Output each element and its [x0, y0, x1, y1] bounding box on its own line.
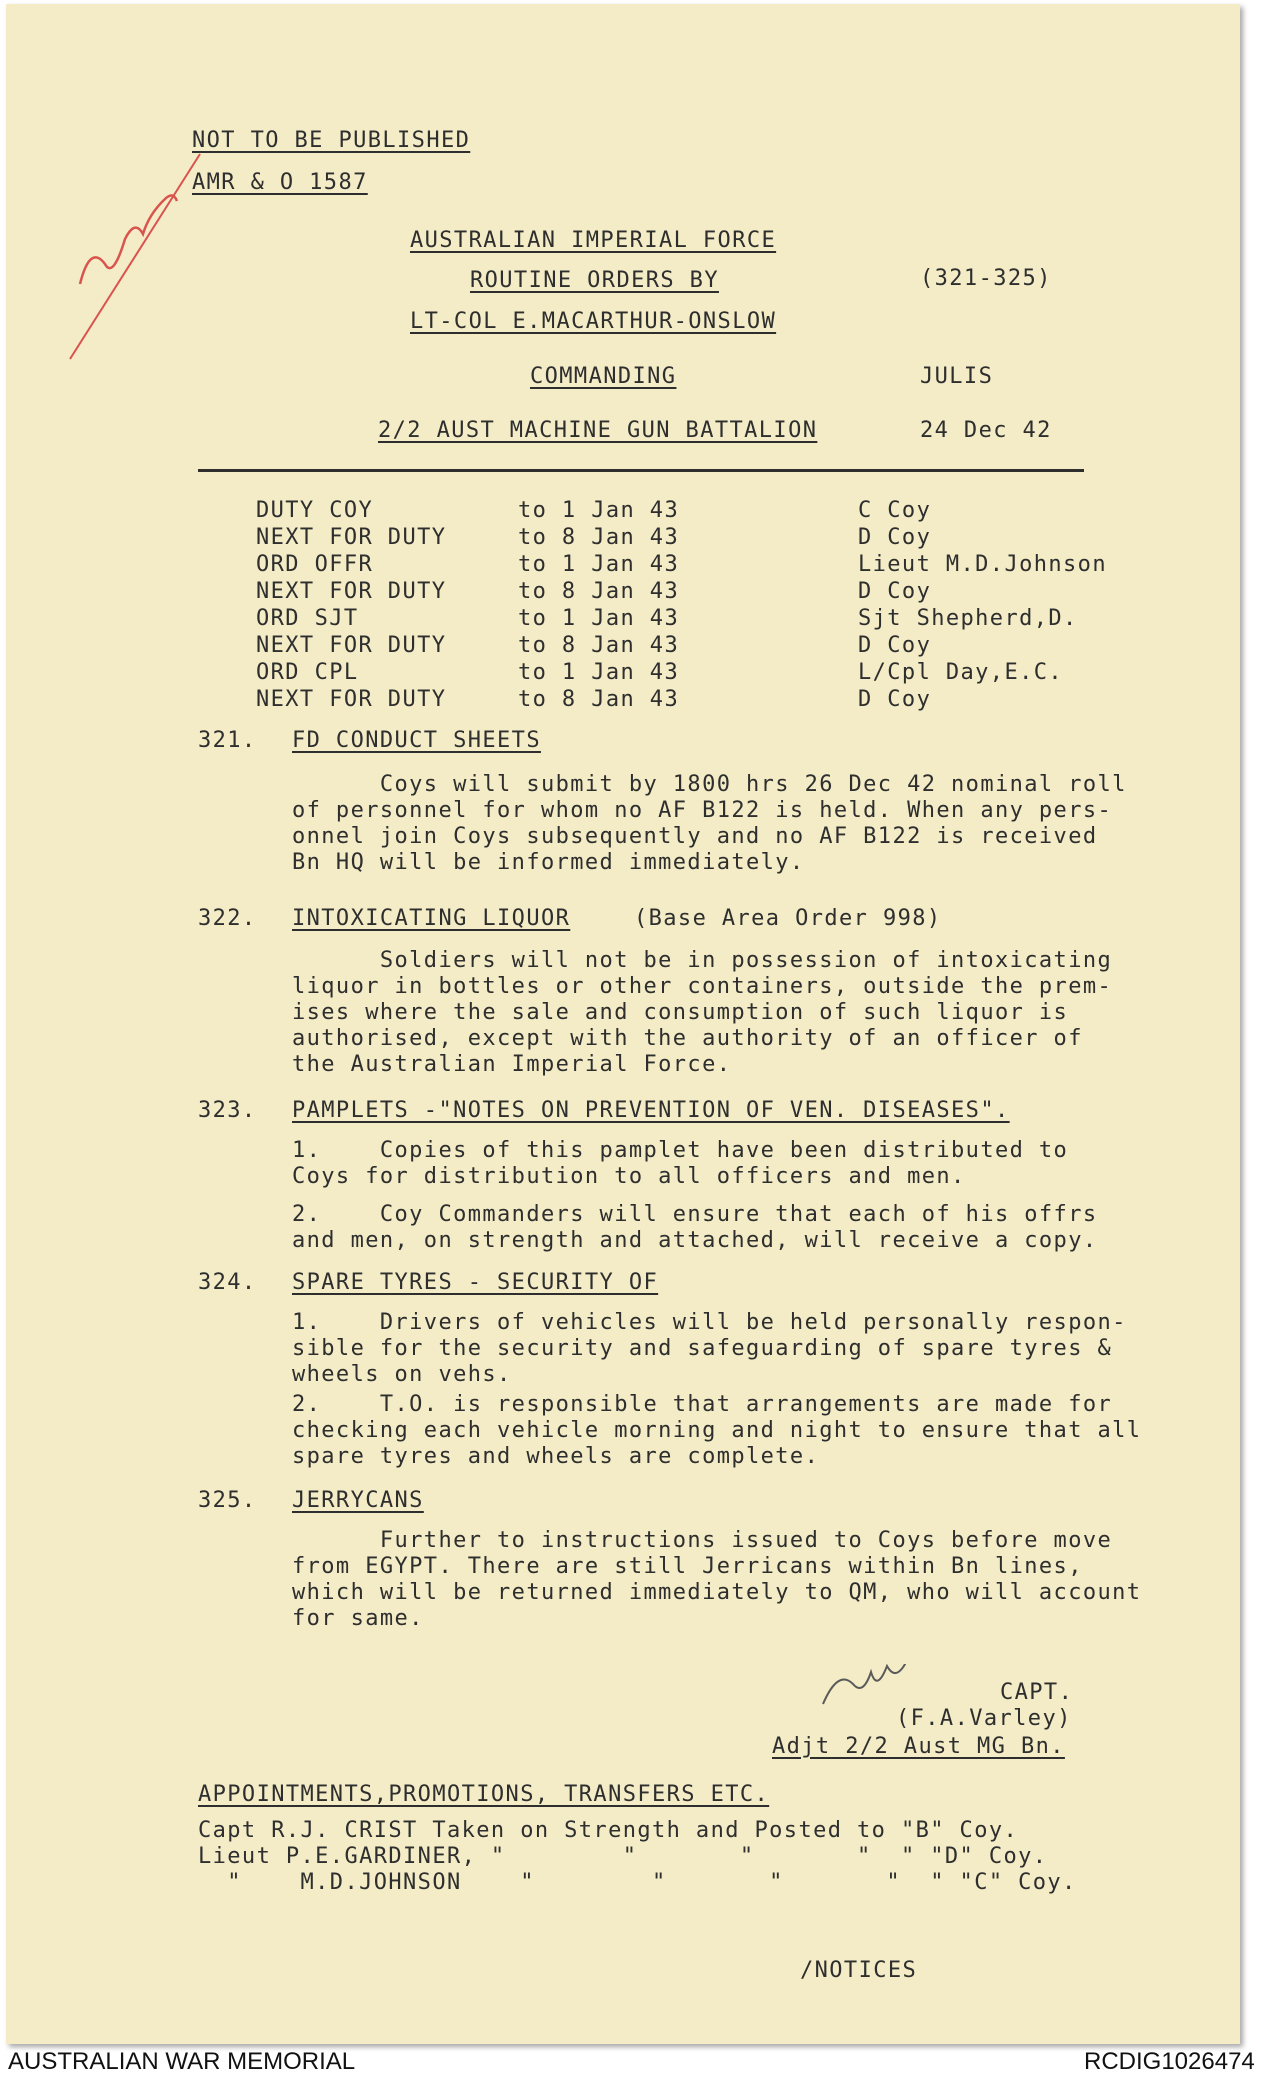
- appointments-heading: APPOINTMENTS,PROMOTIONS, TRANSFERS ETC.: [198, 1782, 770, 1807]
- roster-assigned: D Coy: [858, 633, 932, 658]
- signature-rank: CAPT.: [1000, 1680, 1074, 1705]
- order-number: 322.: [198, 906, 257, 931]
- order-range: (321-325): [920, 266, 1052, 291]
- order-title: FD CONDUCT SHEETS: [292, 728, 541, 753]
- order-line: authorised, except with the authority of an officer of: [292, 1026, 1083, 1051]
- order-line: Bn HQ will be informed immediately.: [292, 850, 805, 875]
- roster-until: to 1 Jan 43: [518, 498, 680, 523]
- title-line-4: COMMANDING: [530, 364, 677, 389]
- order-line: wheels on vehs.: [292, 1362, 512, 1387]
- order-line: Soldiers will not be in possession of intoxicating: [292, 948, 1113, 973]
- roster-until: to 1 Jan 43: [518, 552, 680, 577]
- red-pencil-mark-icon: [60, 134, 210, 364]
- not-to-be-published: NOT TO BE PUBLISHED: [192, 128, 471, 153]
- order-line: Further to instructions issued to Coys before move: [292, 1528, 1113, 1553]
- order-line: sible for the security and safeguarding of spare tyres &: [292, 1336, 1113, 1361]
- roster-until: to 8 Jan 43: [518, 525, 680, 550]
- title-line-5: 2/2 AUST MACHINE GUN BATTALION: [378, 418, 818, 443]
- order-line: checking each vehicle morning and night to ensure that all: [292, 1418, 1142, 1443]
- signature-appointment: Adjt 2/2 Aust MG Bn.: [772, 1734, 1065, 1759]
- order-line: 2. Coy Commanders will ensure that each of his offrs: [292, 1202, 1098, 1227]
- order-date: 24 Dec 42: [920, 418, 1052, 443]
- reference-number: AMR & O 1587: [192, 170, 368, 195]
- location: JULIS: [920, 364, 994, 389]
- title-line-1: AUSTRALIAN IMPERIAL FORCE: [410, 228, 777, 253]
- order-title: INTOXICATING LIQUOR: [292, 906, 571, 931]
- signature-name: (F.A.Varley): [896, 1706, 1072, 1731]
- order-line: from EGYPT. There are still Jerricans within Bn lines,: [292, 1554, 1083, 1579]
- order-line: spare tyres and wheels are complete.: [292, 1444, 820, 1469]
- roster-role: DUTY COY: [256, 498, 374, 523]
- order-line: 2. T.O. is responsible that arrangements are made for: [292, 1392, 1113, 1417]
- roster-role: NEXT FOR DUTY: [256, 579, 447, 604]
- order-number: 325.: [198, 1488, 257, 1513]
- order-line: liquor in bottles or other containers, outside the prem-: [292, 974, 1113, 999]
- order-line: of personnel for whom no AF B122 is held. When any pers-: [292, 798, 1113, 823]
- order-number: 324.: [198, 1270, 257, 1295]
- roster-until: to 8 Jan 43: [518, 687, 680, 712]
- order-number: 323.: [198, 1098, 257, 1123]
- order-line: onnel join Coys subsequently and no AF B122 is received: [292, 824, 1098, 849]
- roster-assigned: D Coy: [858, 687, 932, 712]
- order-line: 1. Copies of this pamplet have been distributed to: [292, 1138, 1069, 1163]
- roster-role: ORD SJT: [256, 606, 359, 631]
- title-line-2: ROUTINE ORDERS BY: [470, 268, 719, 293]
- roster-role: ORD CPL: [256, 660, 359, 685]
- order-line: Coys for distribution to all officers and men.: [292, 1164, 966, 1189]
- roster-until: to 8 Jan 43: [518, 633, 680, 658]
- roster-assigned: L/Cpl Day,E.C.: [858, 660, 1064, 685]
- order-line: the Australian Imperial Force.: [292, 1052, 732, 1077]
- roster-role: NEXT FOR DUTY: [256, 687, 447, 712]
- appointment-line: " M.D.JOHNSON " " " " " "C" Coy.: [198, 1870, 1077, 1895]
- roster-role: NEXT FOR DUTY: [256, 525, 447, 550]
- order-title: SPARE TYRES - SECURITY OF: [292, 1270, 659, 1295]
- roster-assigned: D Coy: [858, 579, 932, 604]
- title-line-3: LT-COL E.MACARTHUR-ONSLOW: [410, 309, 777, 334]
- order-line: Coys will submit by 1800 hrs 26 Dec 42 nominal roll: [292, 772, 1127, 797]
- order-line: 1. Drivers of vehicles will be held personally respon-: [292, 1310, 1127, 1335]
- document-page: [6, 4, 1240, 2044]
- roster-assigned: Lieut M.D.Johnson: [858, 552, 1107, 577]
- roster-until: to 1 Jan 43: [518, 660, 680, 685]
- continuation-notice: /NOTICES: [800, 1958, 918, 1983]
- order-title: PAMPLETS -"NOTES ON PREVENTION OF VEN. DISEASES".: [292, 1098, 1010, 1123]
- roster-until: to 1 Jan 43: [518, 606, 680, 631]
- archive-credit: AUSTRALIAN WAR MEMORIAL: [8, 2048, 356, 2075]
- order-number: 321.: [198, 728, 257, 753]
- roster-assigned: C Coy: [858, 498, 932, 523]
- header-rule: [198, 469, 1084, 472]
- order-line: which will be returned immediately to QM, who will account: [292, 1580, 1142, 1605]
- order-line: ises where the sale and consumption of such liquor is: [292, 1000, 1069, 1025]
- roster-role: NEXT FOR DUTY: [256, 633, 447, 658]
- roster-role: ORD OFFR: [256, 552, 374, 577]
- archive-id: RCDIG1026474: [1084, 2048, 1255, 2075]
- order-title: JERRYCANS: [292, 1488, 424, 1513]
- order-line: for same.: [292, 1606, 424, 1631]
- appointment-line: Lieut P.E.GARDINER, " " " " " "D" Coy.: [198, 1844, 1048, 1869]
- roster-until: to 8 Jan 43: [518, 579, 680, 604]
- appointment-line: Capt R.J. CRIST Taken on Strength and Posted to "B" Coy.: [198, 1818, 1019, 1843]
- roster-assigned: D Coy: [858, 525, 932, 550]
- order-subtitle: (Base Area Order 998): [634, 906, 942, 931]
- order-line: and men, on strength and attached, will receive a copy.: [292, 1228, 1098, 1253]
- roster-assigned: Sjt Shepherd,D.: [858, 606, 1078, 631]
